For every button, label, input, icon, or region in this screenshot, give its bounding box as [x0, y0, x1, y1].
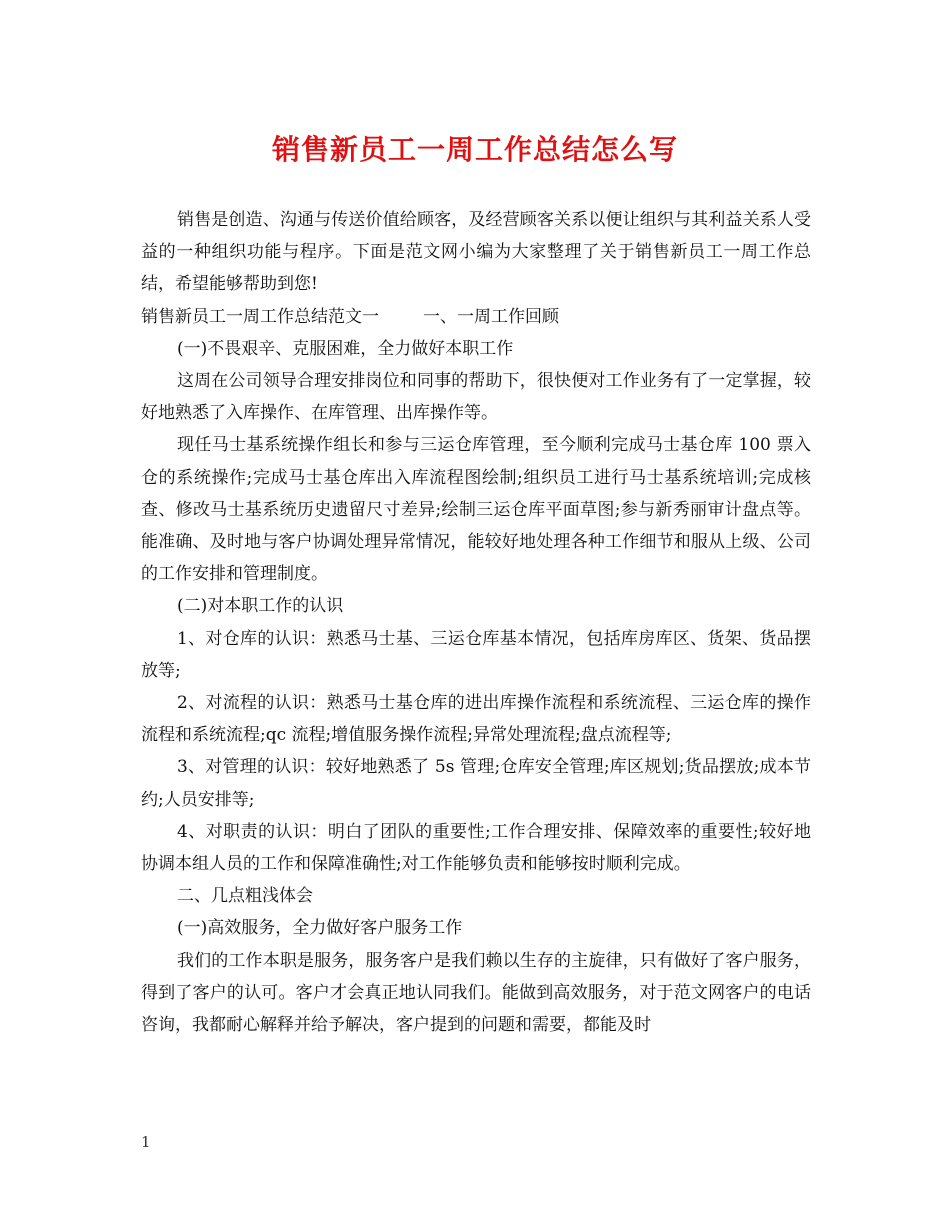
page-number: 1 [141, 1133, 151, 1151]
section-heading-line [141, 301, 811, 333]
subheading-2: (二)对本职工作的认识 [177, 596, 344, 617]
paragraph-7: 3、对管理的认识：较好地熟悉了 5s 管理;仓库安全管理;库区规划;货品摆放;成本节约;人员安排等; [141, 757, 811, 810]
section-heading-2: 二、几点粗浅体会 [177, 886, 313, 907]
paragraph-2: 这周在公司领导合理安排岗位和同事的帮助下，很快便对工作业务有了一定掌握，较好地熟悉了入库操作、在库管理、出库操作等。 [141, 371, 811, 424]
intro-paragraph: 销售是创造、沟通与传送价值给顾客，及经营顾客关系以便让组织与其利益关系人受益的一种组织功能与程序。下面是范文网小编为大家整理了关于销售新员工一周工作总结，希望能够帮助到您! [141, 210, 811, 295]
section-heading-left: 销售新员工一周工作总结范文一 [141, 306, 379, 327]
paragraph-6: 2、对流程的认识：熟悉马士基仓库的进出库操作流程和系统流程、三运仓库的操作流程和系统流程;qc 流程;增值服务操作流程;异常处理流程;盘点流程等; [141, 693, 811, 746]
document-title: 销售新员工一周工作总结怎么写 [271, 133, 678, 166]
paragraph-3: 现任马士基系统操作组长和参与三运仓库管理，至今顺利完成马士基仓库 100 票入仓的系统操作;完成马士基仓库出入库流程图绘制;组织员工进行马士基系统培训;完成核查、修改马士基系统历史遗留尺寸差异;绘制三运仓库平面草图;参与新秀丽审计盘点等。能准确、及时地与客户协调处理异常情况，能较好地处理各种工作细节和服从上级、公司的工作安排和管理制度。 [141, 435, 811, 585]
paragraph-5: 1、对仓库的认识：熟悉马士基、三运仓库基本情况，包括库房库区、货架、货品摆放等; [141, 628, 811, 681]
subheading-1: (一)不畏艰辛、克服困难，全力做好本职工作 [177, 338, 514, 359]
section-heading-right: 一、一周工作回顾 [423, 306, 559, 327]
paragraph-8: 4、对职责的认识：明白了团队的重要性;工作合理安排、保障效率的重要性;较好地协调本组人员的工作和保障准确性;对工作能够负责和能够按时顺利完成。 [141, 821, 811, 875]
paragraph-11: 我们的工作本职是服务，服务客户是我们赖以生存的主旋律，只有做好了客户服务，得到了客户的认可。客户才会真正地认同我们。能做到高效服务，对于范文网客户的电话咨询，我都耐心解释并给予解决，客户提到的问题和需要，都能及时 [141, 950, 811, 1036]
subheading-3: (一)高效服务，全力做好客户服务工作 [177, 918, 463, 939]
document-body [141, 204, 811, 1041]
